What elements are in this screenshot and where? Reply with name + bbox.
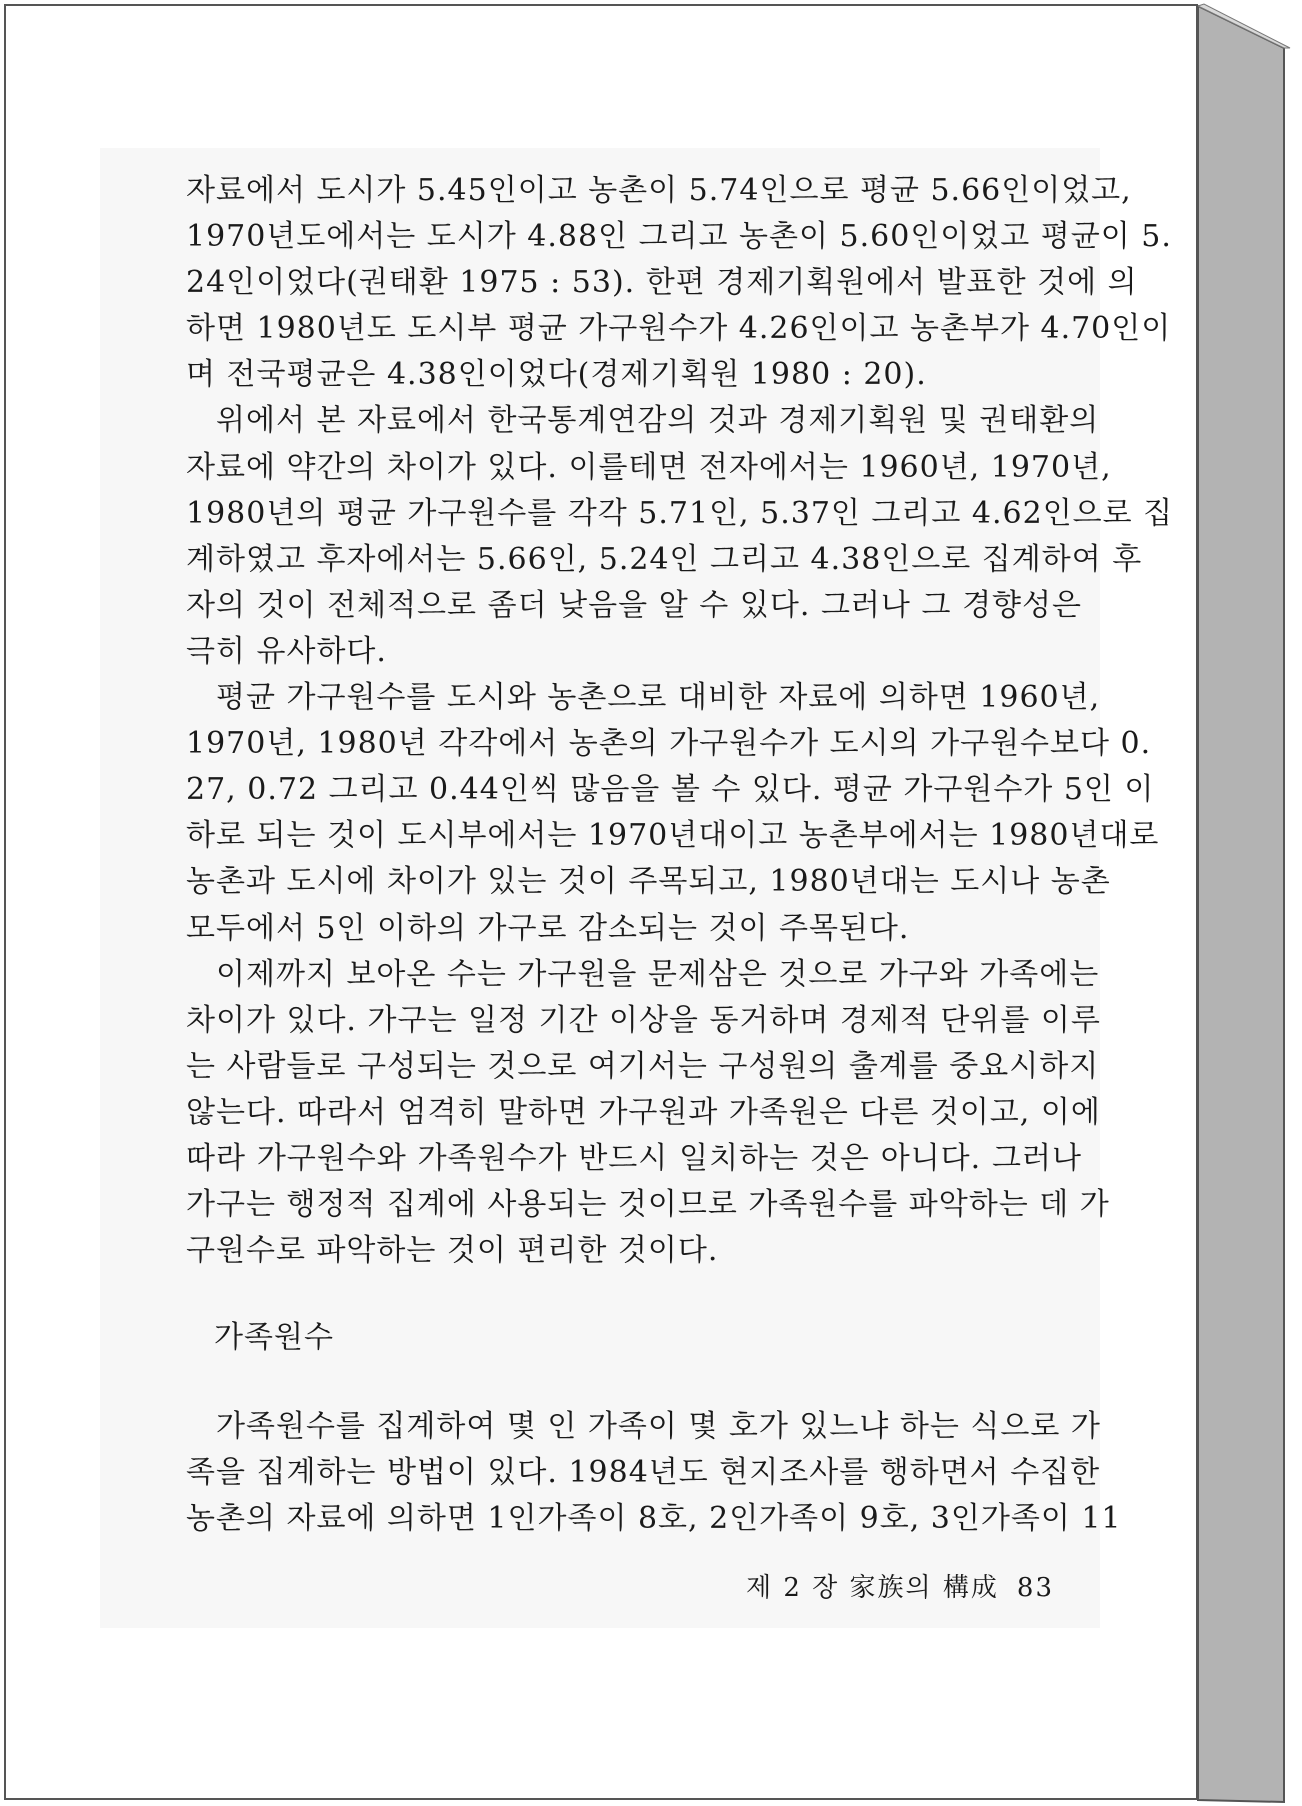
text-line: 극히 유사하다.: [186, 633, 387, 669]
text-line: 27, 0.72 그리고 0.44인씩 많음을 볼 수 있다. 평균 가구원수가 5인 이: [186, 772, 1155, 808]
text-line: 구원수로 파악하는 것이 편리한 것이다.: [186, 1233, 719, 1269]
text-line: 24인이었다(권태환 1975 : 53). 한편 경제기획원에서 발표한 것에 의: [186, 265, 1138, 301]
text-line: 자의 것이 전체적으로 좀더 낮음을 알 수 있다. 그러나 그 경향성은: [186, 587, 1082, 623]
section-heading: 가족원수: [214, 1320, 334, 1355]
text-line: 가구는 행정적 집계에 사용되는 것이므로 가족원수를 파악하는 데 가: [186, 1187, 1110, 1223]
body-text: [186, 168, 1174, 1274]
page-number: 83: [1016, 1573, 1054, 1603]
text-line: 1980년의 평균 가구원수를 각각 5.71인, 5.37인 그리고 4.62인으로 집: [186, 495, 1174, 531]
text-line: 하면 1980년도 도시부 평균 가구원수가 4.26인이고 농촌부가 4.70인이: [186, 311, 1172, 347]
text-line: 1970년도에서는 도시가 4.88인 그리고 농촌이 5.60인이었고 평균이 5.: [186, 219, 1172, 255]
text-line: 농촌과 도시에 차이가 있는 것이 주목되고, 1980년대는 도시나 농촌: [186, 864, 1111, 900]
text-line: 위에서 본 자료에서 한국통계연감의 것과 경제기획원 및 권태환의: [216, 403, 1100, 439]
text-line: 족을 집계하는 방법이 있다. 1984년도 현지조사를 행하면서 수집한: [186, 1455, 1101, 1491]
text-line: 며 전국평균은 4.38인이었다(경제기획원 1980 : 20).: [186, 357, 927, 393]
text-line: 농촌의 자료에 의하면 1인가족이 8호, 2인가족이 9호, 3인가족이 11: [186, 1501, 1122, 1537]
text-line: 계하였고 후자에서는 5.66인, 5.24인 그리고 4.38인으로 집계하여 후: [186, 541, 1143, 577]
text-line: 가족원수를 집계하여 몇 인 가족이 몇 호가 있느냐 하는 식으로 가: [216, 1409, 1101, 1444]
text-line: 1970년, 1980년 각각에서 농촌의 가구원수가 도시의 가구원수보다 0.: [186, 726, 1152, 762]
text-line: 자료에서 도시가 5.45인이고 농촌이 5.74인으로 평균 5.66인이었고,: [186, 173, 1132, 208]
text-line: 모두에서 5인 이하의 가구로 감소되는 것이 주목된다.: [186, 910, 910, 946]
text-line: 따라 가구원수와 가족원수가 반드시 일치하는 것은 아니다. 그러나: [186, 1140, 1082, 1176]
page-footer: [746, 1567, 1054, 1604]
text-line: 는 사람들로 구성되는 것으로 여기서는 구성원의 출계를 중요시하지: [186, 1048, 1100, 1084]
text-line: 자료에 약간의 차이가 있다. 이를테면 전자에서는 1960년, 1970년,: [186, 449, 1112, 485]
text-line: 차이가 있다. 가구는 일정 기간 이상을 동거하며 경제적 단위를 이루: [186, 1002, 1101, 1038]
text-line: 이제까지 보아온 수는 가구원을 문제삼은 것으로 가구와 가족에는: [216, 956, 1100, 992]
section-body-text: [186, 1404, 1122, 1542]
text-line: 하로 되는 것이 도시부에서는 1970년대이고 농촌부에서는 1980년대로: [186, 818, 1160, 854]
text-line: 않는다. 따라서 엄격히 말하면 가구원과 가족원은 다른 것이고, 이에: [186, 1094, 1101, 1130]
text-line: 평균 가구원수를 도시와 농촌으로 대비한 자료에 의하면 1960년,: [216, 680, 1101, 716]
chapter-title: 제 2 장 家族의 構成: [745, 1573, 999, 1603]
